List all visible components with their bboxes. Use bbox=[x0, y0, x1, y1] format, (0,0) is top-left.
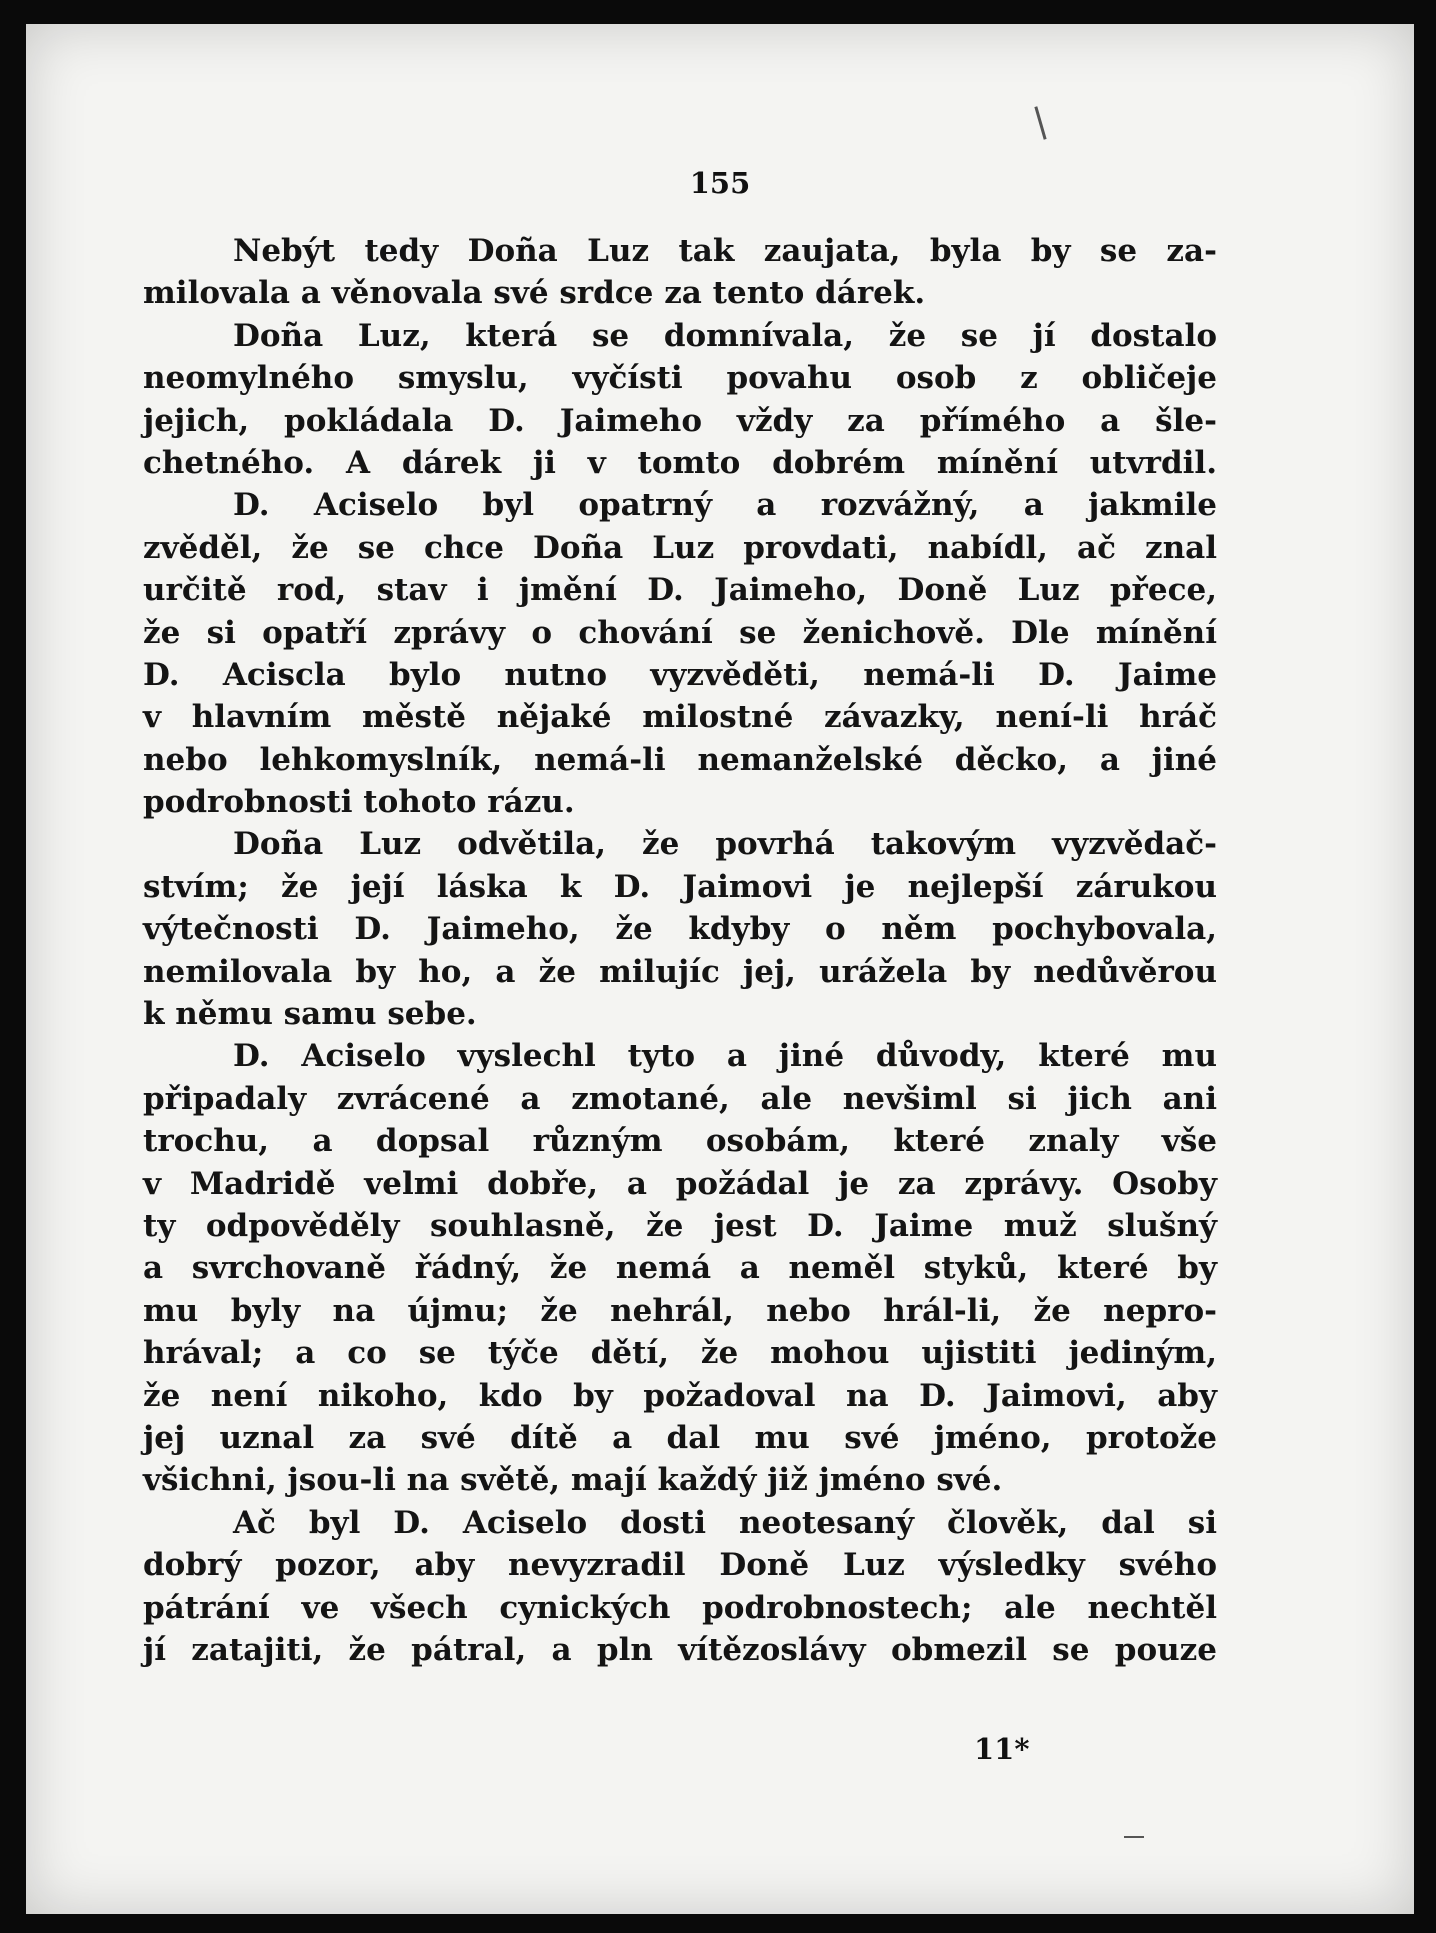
text-line: a svrchovaně řádný, že nemá a neměl styků, které by bbox=[143, 1250, 1217, 1287]
text-line: D. Aciscla bylo nutno vyzvěděti, nemá-li D. Jaime bbox=[143, 656, 1217, 693]
scan-speck bbox=[1124, 1836, 1144, 1838]
text-line: hrával; a co se týče dětí, že mohou ujistiti jediným, bbox=[143, 1335, 1217, 1372]
text-line: zvěděl, že se chce Doña Luz provdati, nabídl, ač znal bbox=[143, 529, 1217, 566]
text-line: trochu, a dopsal různým osobám, které znaly vše bbox=[143, 1123, 1217, 1160]
text-line: dobrý pozor, aby nevyzradil Doně Luz výsledky svého bbox=[143, 1547, 1217, 1584]
body-text bbox=[143, 230, 1217, 1671]
book-page bbox=[26, 24, 1414, 1914]
text-line: ty odpověděly souhlasně, že jest D. Jaime muž slušný bbox=[143, 1207, 1217, 1244]
text-line: v Madridě velmi dobře, a požádal je za zprávy. Osoby bbox=[143, 1165, 1217, 1202]
text-line: k němu samu sebe. bbox=[143, 996, 477, 1033]
text-line: všichni, jsou-li na světě, mají každý již jméno své. bbox=[143, 1462, 1003, 1499]
text-line: mu byly na újmu; že nehrál, nebo hrál-li, že nepro- bbox=[143, 1292, 1217, 1329]
text-line: nebo lehkomyslník, nemá-li nemanželské děcko, a jiné bbox=[143, 741, 1217, 778]
text-line: jí zatajiti, že pátral, a pln vítězoslávy obmezil se pouze bbox=[143, 1631, 1217, 1668]
text-line: Doña Luz, která se domnívala, že se jí dostalo bbox=[233, 317, 1217, 354]
text-line: D. Aciselo byl opatrný a rozvážný, a jakmile bbox=[233, 487, 1217, 524]
scan-speck bbox=[1034, 106, 1046, 140]
text-line: že není nikoho, kdo by požadoval na D. Jaimovi, aby bbox=[143, 1377, 1217, 1414]
text-line: připadaly zvrácené a zmotané, ale nevšiml si jich ani bbox=[143, 1080, 1217, 1117]
text-line: výtečnosti D. Jaimeho, že kdyby o něm pochybovala, bbox=[143, 911, 1217, 948]
text-line: D. Aciselo vyslechl tyto a jiné důvody, které mu bbox=[233, 1038, 1217, 1075]
text-line: chetného. A dárek ji v tomto dobrém mínění utvrdil. bbox=[143, 444, 1217, 481]
page-number: 155 bbox=[689, 166, 751, 200]
text-line: určitě rod, stav i jmění D. Jaimeho, Doně Luz přece, bbox=[143, 572, 1217, 609]
text-line: jejich, pokládala D. Jaimeho vždy za přímého a šle- bbox=[143, 402, 1217, 439]
text-line: v hlavním městě nějaké milostné závazky, není-li hráč bbox=[143, 699, 1217, 736]
text-line: jej uznal za své dítě a dal mu své jméno, protože bbox=[143, 1419, 1217, 1456]
text-line: Nebýt tedy Doña Luz tak zaujata, byla by se za- bbox=[233, 233, 1217, 269]
text-line: podrobnosti tohoto rázu. bbox=[143, 784, 575, 821]
text-line: pátrání ve všech cynických podrobnostech; ale nechtěl bbox=[143, 1589, 1217, 1626]
text-line: neomylného smyslu, vyčísti povahu osob z obličeje bbox=[143, 360, 1217, 397]
text-line: stvím; že její láska k D. Jaimovi je nejlepší zárukou bbox=[143, 868, 1217, 905]
text-line: milovala a věnovala své srdce za tento dárek. bbox=[143, 275, 926, 312]
signature-mark: 11* bbox=[974, 1732, 1030, 1766]
text-line: Ač byl D. Aciselo dosti neotesaný člověk, dal si bbox=[233, 1504, 1217, 1541]
text-line: nemilovala by ho, a že milujíc jej, urážela by nedůvěrou bbox=[143, 953, 1217, 990]
text-line: že si opatří zprávy o chování se ženichově. Dle mínění bbox=[143, 614, 1217, 651]
text-line: Doña Luz odvětila, že povrhá takovým vyzvědač- bbox=[233, 826, 1217, 863]
